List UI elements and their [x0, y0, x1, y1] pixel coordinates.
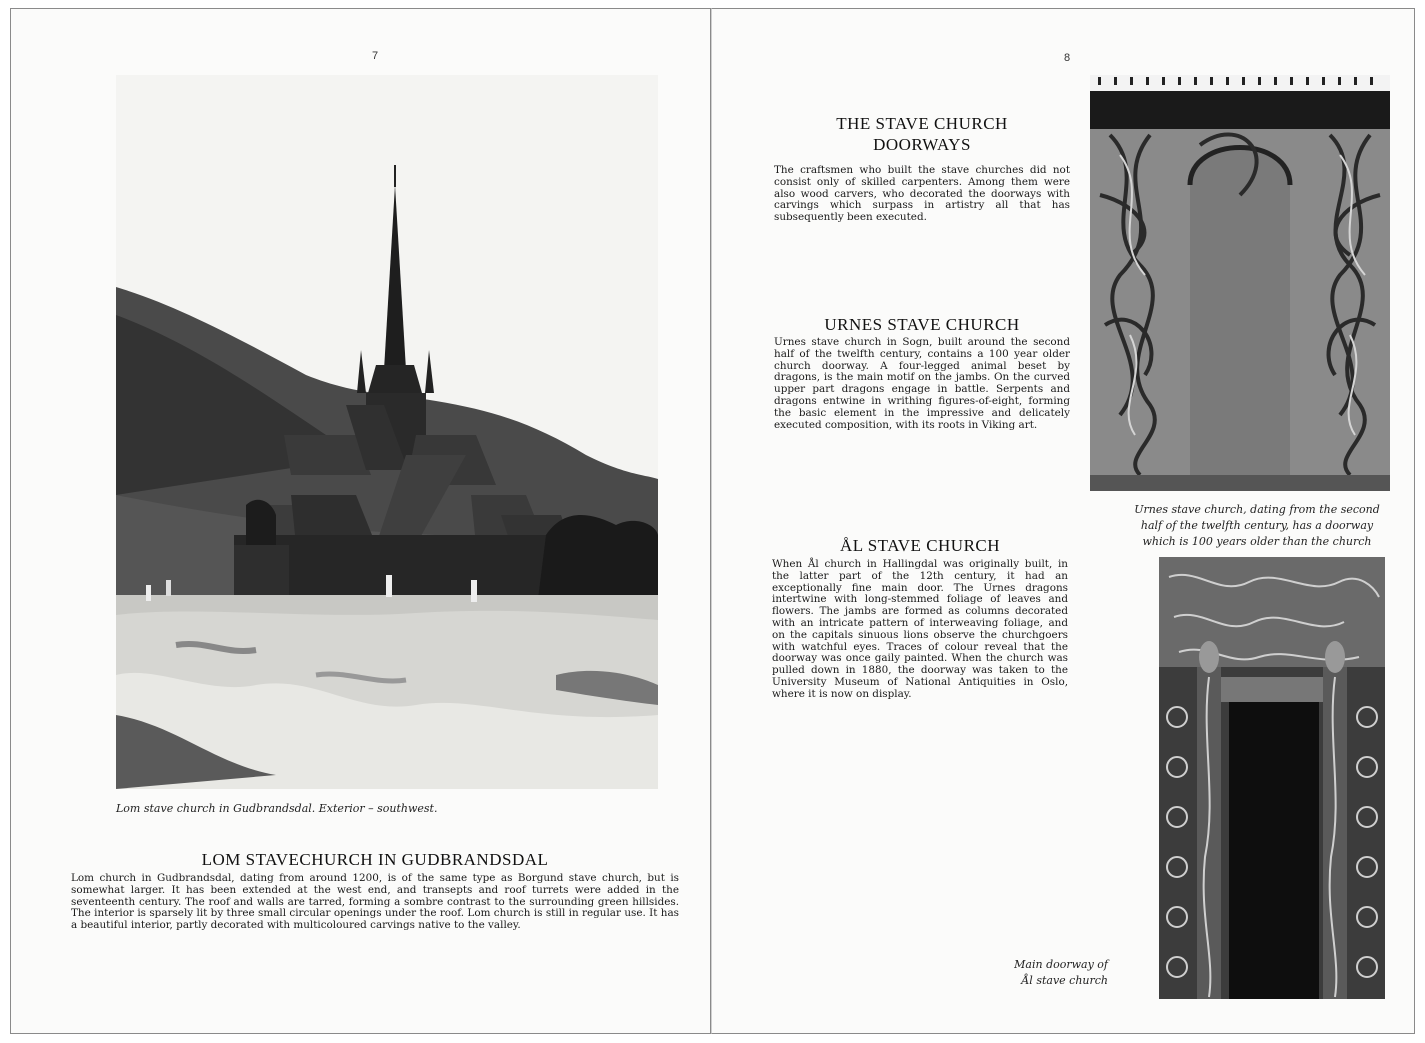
al-heading: ÅL STAVE CHURCH: [839, 536, 1001, 555]
urnes-caption-line3: which is 100 years older than the church: [1142, 535, 1372, 548]
urnes-caption-line2: half of the twelfth century, has a doorway: [1140, 519, 1374, 532]
urnes-doorway-photo: [1090, 75, 1390, 491]
doorways-heading-line2: DOORWAYS: [873, 135, 971, 154]
lom-heading: LOM STAVECHURCH IN GUDBRANDSDAL: [201, 850, 549, 869]
urnes-heading: URNES STAVE CHURCH: [824, 315, 1020, 334]
page-number-right: 8: [1064, 52, 1071, 64]
left-page: [10, 8, 711, 1034]
lom-church-photo: [116, 75, 658, 789]
urnes-body-text: Urnes stave church in Sogn, built around the second half of the twelfth century, contains a 100 year older church doorway. A four-legged animal beset by dragons, is the main motif on the jambs. On the curved upper part dragons engage in battle. Serpents and dragons entwine in writhing figures-of-eight, forming the basic element in the impressive and delicately executed composition, with its roots in Viking art.: [774, 336, 1070, 431]
doorways-heading-line1: THE STAVE CHURCH: [836, 114, 1008, 133]
al-body-text: When Ål church in Hallingdal was originally built, in the latter part of the 12th century, it had an exceptionally fine main door. The Urnes dragons intertwine with long-stemmed foliage of leaves and flowers. The jambs are formed as columns decorated with an intricate pattern of interweaving foliage, and on the capitals sinuous lions observe the churchgoers with watchful eyes. Traces of colour reveal that the doorway was once gaily painted. When the church was pulled down in 1880, the doorway was taken to the University Museum of National Antiquities in Oslo, where it is now on display.: [772, 558, 1068, 700]
doorways-body-text: The craftsmen who built the stave churches did not consist only of skilled carpenters. Among them were also wood carvers, who decorated the doorways with carvings which surpass in artistry all that has subsequently been executed.: [774, 164, 1070, 224]
lom-body-text: Lom church in Gudbrandsdal, dating from around 1200, is of the same type as Borgund stave church, but is somewhat larger. It has been extended at the west end, and transepts and roof turrets were added in the seventeenth century. The roof and walls are tarred, forming a sombre contrast to the surrounding green hillsides. The interior is sparsely lit by three small circular openings under the roof. Lom church is still in regular use. It has a beautiful interior, partly decorated with multicoloured carvings native to the valley.: [71, 872, 679, 932]
al-photo-caption: [982, 957, 1108, 989]
al-doorway-photo: [1159, 557, 1385, 999]
al-caption-line2: Ål stave church: [1021, 974, 1108, 987]
urnes-photo-caption: [1117, 502, 1397, 550]
urnes-caption-line1: Urnes stave church, dating from the second: [1134, 503, 1380, 516]
right-page: [711, 8, 1415, 1034]
lom-photo-caption: Lom stave church in Gudbrandsdal. Exterior – southwest.: [116, 802, 438, 815]
al-caption-line1: Main doorway of: [1014, 958, 1108, 971]
page-number-left: 7: [372, 50, 379, 62]
doorways-heading: [774, 113, 1070, 155]
